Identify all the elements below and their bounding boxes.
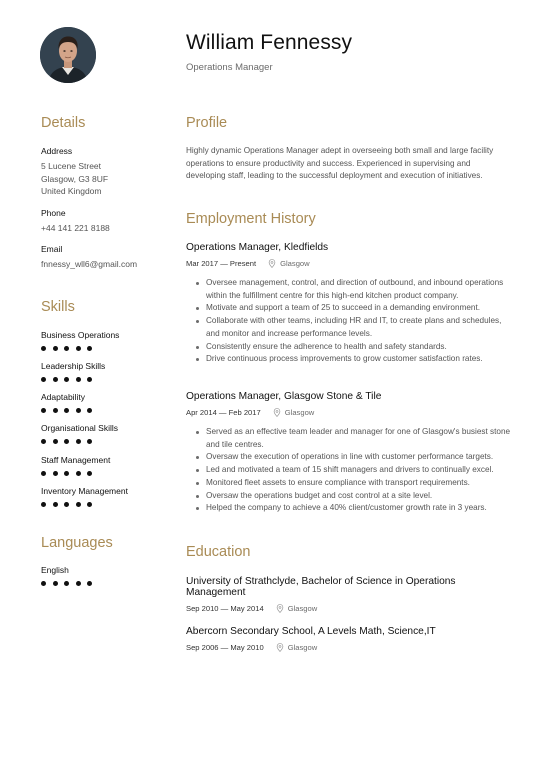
skills-heading: Skills bbox=[41, 299, 75, 315]
job-entry bbox=[186, 391, 512, 515]
skill-rating bbox=[41, 471, 110, 476]
job-meta bbox=[186, 408, 512, 417]
location-pin-icon bbox=[268, 259, 276, 268]
job-location-text: Glasgow bbox=[284, 408, 315, 417]
education-entry bbox=[186, 626, 512, 652]
skill-rating bbox=[41, 377, 105, 382]
job-bullet: Consistently ensure the adherence to health and safety standards. bbox=[196, 341, 512, 354]
education-location bbox=[276, 604, 318, 613]
job-location bbox=[273, 408, 315, 417]
skill-item bbox=[41, 486, 128, 507]
email-block bbox=[41, 244, 171, 271]
education-heading: Education bbox=[186, 544, 251, 560]
education-meta bbox=[186, 643, 512, 652]
job-bullet: Collaborate with other teams, including HR and IT, to create plans and schedules, and monitor and increase performance levels. bbox=[196, 315, 512, 340]
job-bullets bbox=[196, 277, 512, 366]
profile-heading: Profile bbox=[186, 115, 228, 131]
profile-text: Highly dynamic Operations Manager adept in overseeing both small and large facility operations to ensure productivity and success. Experienced in supervising and developing staff, leading to the successful deployment and execution of initiatives. bbox=[186, 146, 494, 180]
job-bullets bbox=[196, 426, 512, 515]
language-item bbox=[41, 565, 92, 586]
education-dates: Sep 2006 — May 2010 bbox=[186, 643, 264, 652]
email-label: Email bbox=[41, 244, 63, 254]
candidate-title: Operations Manager bbox=[186, 62, 273, 73]
education-dates: Sep 2010 — May 2014 bbox=[186, 604, 264, 613]
job-entry bbox=[186, 242, 512, 366]
job-bullet: Served as an effective team leader and manager for one of Glasgow's busiest stone and tile centres. bbox=[196, 426, 512, 451]
job-title: Operations Manager, Kledfields bbox=[186, 242, 329, 253]
language-name: English bbox=[41, 565, 69, 575]
skill-name: Leadership Skills bbox=[41, 361, 106, 371]
skill-item bbox=[41, 330, 119, 351]
job-title: Operations Manager, Glasgow Stone & Tile bbox=[186, 391, 382, 402]
skill-item bbox=[41, 423, 118, 444]
job-bullet: Oversee management, control, and direction of outbound, and inbound operations within the fulfillment centre for this high-end kitchen product company. bbox=[196, 277, 512, 302]
job-bullet: Monitored fleet assets to ensure compliance with transport requirements. bbox=[196, 477, 512, 490]
job-location-text: Glasgow bbox=[280, 259, 310, 268]
education-title: University of Strathclyde, Bachelor of Science in Operations Management bbox=[186, 576, 456, 598]
address-line: 5 Lucene Street bbox=[41, 161, 102, 171]
skill-item bbox=[41, 455, 110, 476]
skill-rating bbox=[41, 502, 128, 507]
skill-name: Staff Management bbox=[41, 455, 111, 465]
skill-name: Organisational Skills bbox=[41, 423, 119, 433]
phone-value: +44 141 221 8188 bbox=[41, 223, 110, 233]
job-bullet: Oversaw the operations budget and cost control at a site level. bbox=[196, 490, 512, 503]
job-meta bbox=[186, 259, 512, 268]
skill-item bbox=[41, 361, 105, 382]
details-heading: Details bbox=[41, 115, 86, 131]
job-location bbox=[268, 259, 310, 268]
profile-photo bbox=[40, 27, 96, 83]
language-rating bbox=[41, 581, 92, 586]
skill-rating bbox=[41, 408, 92, 413]
job-bullet: Drive continuous process improvements to grow customer satisfaction rates. bbox=[196, 353, 512, 366]
skill-name: Adaptability bbox=[41, 392, 85, 402]
address-block bbox=[41, 146, 171, 198]
location-pin-icon bbox=[273, 408, 281, 417]
location-pin-icon bbox=[276, 643, 284, 652]
address-label: Address bbox=[41, 146, 73, 156]
education-meta bbox=[186, 604, 512, 613]
education-title: Abercorn Secondary School, A Levels Math, Science,IT bbox=[186, 626, 436, 637]
employment-heading: Employment History bbox=[186, 211, 316, 227]
education-location-text: Glasgow bbox=[287, 604, 318, 613]
skill-name: Inventory Management bbox=[41, 486, 128, 496]
education-entry bbox=[186, 576, 512, 613]
languages-heading: Languages bbox=[41, 535, 113, 551]
skill-item bbox=[41, 392, 92, 413]
skill-rating bbox=[41, 346, 119, 351]
location-pin-icon bbox=[276, 604, 284, 613]
candidate-name: William Fennessy bbox=[186, 31, 353, 54]
address-line: Glasgow, G3 8UF bbox=[41, 173, 109, 184]
job-bullet: Motivate and support a team of 25 to succeed in a demanding environment. bbox=[196, 302, 512, 315]
job-bullet: Oversaw the execution of operations in line with customer performance targets. bbox=[196, 451, 512, 464]
address-line: United Kingdom bbox=[41, 186, 102, 196]
skill-rating bbox=[41, 439, 118, 444]
skill-name: Business Operations bbox=[41, 330, 120, 340]
job-bullet: Led and motivated a team of 15 shift managers and drivers to continually excel. bbox=[196, 464, 512, 477]
phone-label: Phone bbox=[41, 208, 66, 218]
job-dates: Mar 2017 — Present bbox=[186, 259, 257, 268]
job-dates: Apr 2014 — Feb 2017 bbox=[186, 408, 261, 417]
avatar bbox=[40, 27, 96, 83]
job-bullet: Helped the company to achieve a 40% client/customer growth rate in 3 years. bbox=[196, 502, 512, 515]
education-location bbox=[276, 643, 318, 652]
education-location-text: Glasgow bbox=[287, 643, 318, 652]
email-value[interactable]: fnnessy_wll6@gmail.com bbox=[41, 259, 138, 269]
phone-block bbox=[41, 208, 171, 235]
